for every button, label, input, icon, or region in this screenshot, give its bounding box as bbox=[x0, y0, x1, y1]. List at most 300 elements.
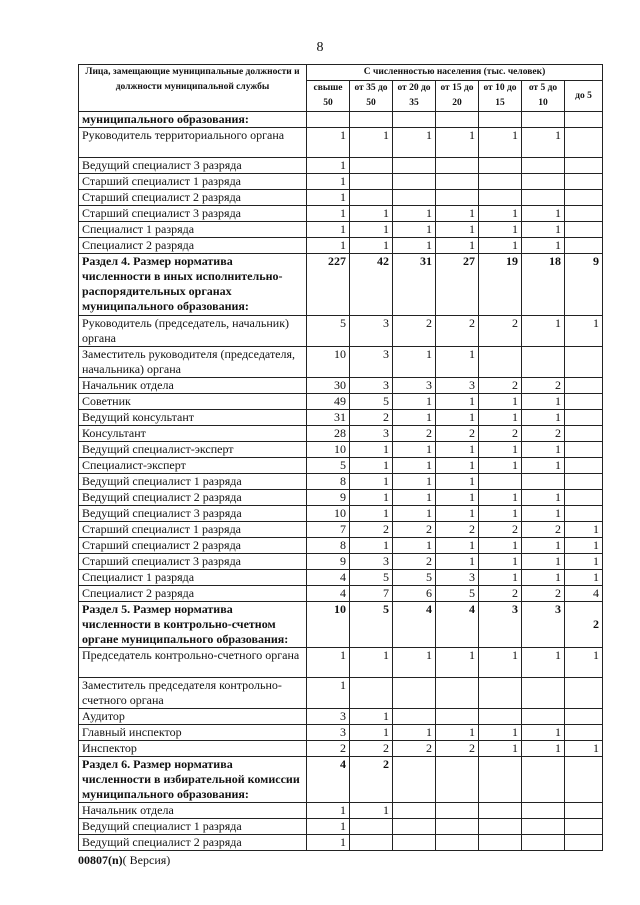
count-cell bbox=[307, 112, 350, 128]
table-row bbox=[79, 378, 603, 394]
table-row bbox=[79, 222, 603, 238]
count-cell bbox=[350, 190, 393, 206]
count-cell bbox=[479, 190, 522, 206]
count-cell bbox=[522, 757, 565, 803]
count-cell: 1 bbox=[565, 554, 603, 570]
table-row bbox=[79, 586, 603, 602]
count-cell: 42 bbox=[350, 254, 393, 316]
count-cell bbox=[479, 835, 522, 851]
count-cell: 1 bbox=[479, 442, 522, 458]
count-cell: 1 bbox=[436, 394, 479, 410]
count-cell: 4 bbox=[436, 602, 479, 648]
count-cell bbox=[436, 158, 479, 174]
count-cell bbox=[350, 158, 393, 174]
count-cell: 1 bbox=[436, 648, 479, 678]
count-cell: 3 bbox=[350, 426, 393, 442]
page-number: 8 bbox=[316, 40, 324, 55]
table-row bbox=[79, 442, 603, 458]
position-name: муниципального образования: bbox=[79, 112, 307, 128]
count-cell bbox=[565, 835, 603, 851]
position-name: Ведущий специалист 1 разряда bbox=[79, 474, 307, 490]
count-cell bbox=[479, 112, 522, 128]
table-row bbox=[79, 347, 603, 378]
count-cell bbox=[436, 112, 479, 128]
count-cell: 2 bbox=[436, 316, 479, 347]
position-name: Специалист-эксперт bbox=[79, 458, 307, 474]
count-cell: 1 bbox=[479, 458, 522, 474]
count-cell bbox=[522, 678, 565, 709]
count-cell: 1 bbox=[436, 347, 479, 378]
section-row bbox=[79, 112, 603, 128]
position-name: Инспектор bbox=[79, 741, 307, 757]
count-cell: 1 bbox=[565, 522, 603, 538]
count-cell: 10 bbox=[307, 442, 350, 458]
count-cell bbox=[565, 190, 603, 206]
count-cell bbox=[436, 819, 479, 835]
count-cell bbox=[565, 238, 603, 254]
count-cell: 1 bbox=[393, 474, 436, 490]
position-name: Советник bbox=[79, 394, 307, 410]
count-cell: 1 bbox=[479, 394, 522, 410]
table-row bbox=[79, 410, 603, 426]
count-cell: 1 bbox=[479, 648, 522, 678]
count-cell: 1 bbox=[522, 570, 565, 586]
count-cell: 4 bbox=[393, 602, 436, 648]
count-cell: 4 bbox=[565, 586, 603, 602]
count-cell: 1 bbox=[479, 506, 522, 522]
count-cell: 1 bbox=[307, 128, 350, 158]
count-cell bbox=[565, 819, 603, 835]
count-cell: 2 bbox=[393, 522, 436, 538]
count-cell: 1 bbox=[565, 741, 603, 757]
count-cell bbox=[565, 128, 603, 158]
table-row bbox=[79, 316, 603, 347]
count-cell: 49 bbox=[307, 394, 350, 410]
count-cell: 1 bbox=[436, 725, 479, 741]
count-cell: 8 bbox=[307, 474, 350, 490]
count-cell: 1 bbox=[436, 222, 479, 238]
count-cell bbox=[350, 819, 393, 835]
table-body bbox=[79, 112, 603, 851]
count-cell: 5 bbox=[436, 586, 479, 602]
column-header: от 20 до 35 bbox=[393, 81, 436, 112]
document-version: ( Версия) bbox=[122, 853, 171, 867]
count-cell: 8 bbox=[307, 538, 350, 554]
count-cell bbox=[479, 474, 522, 490]
position-name: Раздел 5. Размер норматива численности в контрольно-счетном органе муниципального образования: bbox=[79, 602, 307, 648]
count-cell: 2 bbox=[436, 741, 479, 757]
position-name: Ведущий специалист 2 разряда bbox=[79, 835, 307, 851]
count-cell: 30 bbox=[307, 378, 350, 394]
count-cell: 1 bbox=[393, 490, 436, 506]
count-cell: 1 bbox=[522, 458, 565, 474]
count-cell: 5 bbox=[307, 458, 350, 474]
position-name: Руководитель территориального органа bbox=[79, 128, 307, 158]
table-row bbox=[79, 570, 603, 586]
count-cell bbox=[350, 112, 393, 128]
count-cell: 1 bbox=[436, 554, 479, 570]
count-cell: 3 bbox=[307, 709, 350, 725]
position-name: Ведущий специалист-эксперт bbox=[79, 442, 307, 458]
table-row bbox=[79, 190, 603, 206]
count-cell: 1 bbox=[350, 803, 393, 819]
position-name: Заместитель председателя контрольно-счетного органа bbox=[79, 678, 307, 709]
count-cell bbox=[393, 835, 436, 851]
count-cell: 2 bbox=[393, 741, 436, 757]
count-cell: 1 bbox=[436, 490, 479, 506]
count-cell bbox=[393, 158, 436, 174]
count-cell: 3 bbox=[350, 378, 393, 394]
count-cell bbox=[522, 835, 565, 851]
position-name: Начальник отдела bbox=[79, 803, 307, 819]
count-cell: 1 bbox=[479, 206, 522, 222]
count-cell: 1 bbox=[436, 206, 479, 222]
count-cell bbox=[565, 442, 603, 458]
count-cell: 1 bbox=[393, 394, 436, 410]
count-cell bbox=[565, 678, 603, 709]
table-row bbox=[79, 725, 603, 741]
count-cell: 31 bbox=[307, 410, 350, 426]
count-cell: 1 bbox=[393, 128, 436, 158]
count-cell bbox=[522, 112, 565, 128]
count-cell: 6 bbox=[393, 586, 436, 602]
count-cell bbox=[436, 190, 479, 206]
count-cell bbox=[436, 835, 479, 851]
count-cell: 1 bbox=[350, 538, 393, 554]
table-row bbox=[79, 490, 603, 506]
count-cell: 1 bbox=[565, 538, 603, 554]
position-name: Старший специалист 1 разряда bbox=[79, 522, 307, 538]
count-cell: 1 bbox=[522, 725, 565, 741]
count-cell: 1 bbox=[350, 442, 393, 458]
count-cell: 1 bbox=[307, 819, 350, 835]
count-cell: 1 bbox=[393, 506, 436, 522]
count-cell: 1 bbox=[522, 128, 565, 158]
count-cell: 1 bbox=[307, 803, 350, 819]
table-row bbox=[79, 506, 603, 522]
position-name: Старший специалист 3 разряда bbox=[79, 554, 307, 570]
count-cell: 10 bbox=[307, 347, 350, 378]
count-cell: 1 bbox=[522, 316, 565, 347]
position-name: Старший специалист 2 разряда bbox=[79, 190, 307, 206]
count-cell: 1 bbox=[436, 238, 479, 254]
count-cell: 2 bbox=[436, 522, 479, 538]
count-cell: 1 bbox=[479, 222, 522, 238]
count-cell bbox=[479, 678, 522, 709]
table-row bbox=[79, 678, 603, 709]
count-cell bbox=[479, 347, 522, 378]
count-cell: 10 bbox=[307, 506, 350, 522]
count-cell: 1 bbox=[350, 128, 393, 158]
position-name: Ведущий специалист 1 разряда bbox=[79, 819, 307, 835]
table-row bbox=[79, 538, 603, 554]
position-name: Начальник отдела bbox=[79, 378, 307, 394]
column-header: свыше 50 bbox=[307, 81, 350, 112]
count-cell: 1 bbox=[436, 458, 479, 474]
column-header: от 35 до 50 bbox=[350, 81, 393, 112]
count-cell: 5 bbox=[307, 316, 350, 347]
count-cell: 5 bbox=[350, 570, 393, 586]
count-cell bbox=[522, 803, 565, 819]
count-cell: 1 bbox=[350, 648, 393, 678]
count-cell bbox=[565, 410, 603, 426]
count-cell bbox=[393, 190, 436, 206]
count-cell: 1 bbox=[565, 316, 603, 347]
count-cell bbox=[522, 174, 565, 190]
count-cell: 3 bbox=[350, 347, 393, 378]
count-cell: 2 bbox=[393, 316, 436, 347]
count-cell: 1 bbox=[307, 648, 350, 678]
position-name: Раздел 4. Размер норматива численности в иных исполнительно-распорядительных органах муниципального образования: bbox=[79, 254, 307, 316]
count-cell: 5 bbox=[350, 602, 393, 648]
count-cell: 1 bbox=[479, 128, 522, 158]
section-row bbox=[79, 757, 603, 803]
count-cell: 1 bbox=[393, 648, 436, 678]
count-cell: 1 bbox=[565, 648, 603, 678]
section-row bbox=[79, 254, 603, 316]
count-cell: 1 bbox=[350, 490, 393, 506]
count-cell bbox=[393, 757, 436, 803]
count-cell bbox=[522, 474, 565, 490]
count-cell bbox=[350, 678, 393, 709]
count-cell: 1 bbox=[479, 490, 522, 506]
position-name: Руководитель (председатель, начальник) органа bbox=[79, 316, 307, 347]
count-cell bbox=[565, 725, 603, 741]
position-name: Ведущий специалист 3 разряда bbox=[79, 506, 307, 522]
count-cell: 18 bbox=[522, 254, 565, 316]
count-cell: 1 bbox=[307, 222, 350, 238]
count-cell bbox=[565, 426, 603, 442]
count-cell: 2 bbox=[479, 586, 522, 602]
table-row bbox=[79, 709, 603, 725]
position-name: Специалист 1 разряда bbox=[79, 570, 307, 586]
count-cell bbox=[522, 158, 565, 174]
count-cell bbox=[565, 490, 603, 506]
position-name: Старший специалист 3 разряда bbox=[79, 206, 307, 222]
count-cell: 1 bbox=[350, 222, 393, 238]
count-cell: 3 bbox=[479, 602, 522, 648]
count-cell: 2 bbox=[436, 426, 479, 442]
section-row bbox=[79, 602, 603, 648]
count-cell: 28 bbox=[307, 426, 350, 442]
count-cell bbox=[436, 803, 479, 819]
position-name: Старший специалист 2 разряда bbox=[79, 538, 307, 554]
count-cell bbox=[565, 347, 603, 378]
count-cell: 2 bbox=[479, 316, 522, 347]
count-cell: 1 bbox=[565, 570, 603, 586]
table-row bbox=[79, 174, 603, 190]
position-name: Председатель контрольно-счетного органа bbox=[79, 648, 307, 678]
count-cell bbox=[436, 174, 479, 190]
table-row bbox=[79, 819, 603, 835]
column-header: от 15 до 20 bbox=[436, 81, 479, 112]
count-cell: 2 bbox=[350, 410, 393, 426]
count-cell: 1 bbox=[479, 741, 522, 757]
document-footer bbox=[78, 853, 170, 868]
count-cell: 1 bbox=[479, 570, 522, 586]
count-cell bbox=[565, 757, 603, 803]
count-cell: 1 bbox=[393, 458, 436, 474]
count-cell: 2 bbox=[522, 522, 565, 538]
count-cell bbox=[565, 206, 603, 222]
count-cell: 1 bbox=[393, 222, 436, 238]
count-cell: 1 bbox=[393, 238, 436, 254]
count-cell: 2 bbox=[479, 426, 522, 442]
count-cell: 2 bbox=[350, 522, 393, 538]
count-cell: 1 bbox=[307, 678, 350, 709]
count-cell: 7 bbox=[307, 522, 350, 538]
count-cell: 1 bbox=[393, 538, 436, 554]
column-header: от 5 до 10 bbox=[522, 81, 565, 112]
count-cell: 31 bbox=[393, 254, 436, 316]
count-cell: 9 bbox=[307, 490, 350, 506]
count-cell: 1 bbox=[522, 222, 565, 238]
table-row bbox=[79, 803, 603, 819]
count-cell bbox=[565, 803, 603, 819]
count-cell: 1 bbox=[522, 506, 565, 522]
count-cell bbox=[565, 506, 603, 522]
count-cell bbox=[393, 819, 436, 835]
count-cell: 5 bbox=[350, 394, 393, 410]
table-row bbox=[79, 394, 603, 410]
count-cell: 1 bbox=[350, 474, 393, 490]
count-cell bbox=[393, 678, 436, 709]
table-row bbox=[79, 426, 603, 442]
count-cell: 1 bbox=[479, 554, 522, 570]
column-header: до 5 bbox=[565, 81, 603, 112]
count-cell: 1 bbox=[479, 238, 522, 254]
count-cell bbox=[565, 458, 603, 474]
count-cell bbox=[522, 190, 565, 206]
count-cell: 2 bbox=[307, 741, 350, 757]
table-row bbox=[79, 458, 603, 474]
count-cell bbox=[565, 174, 603, 190]
count-cell: 1 bbox=[522, 490, 565, 506]
count-cell bbox=[565, 112, 603, 128]
count-cell bbox=[479, 709, 522, 725]
count-cell bbox=[522, 709, 565, 725]
count-cell bbox=[479, 819, 522, 835]
count-cell: 1 bbox=[393, 725, 436, 741]
table-row bbox=[79, 238, 603, 254]
position-name: Ведущий специалист 3 разряда bbox=[79, 158, 307, 174]
count-cell bbox=[565, 378, 603, 394]
position-name: Ведущий специалист 2 разряда bbox=[79, 490, 307, 506]
count-cell: 1 bbox=[522, 648, 565, 678]
table-row bbox=[79, 474, 603, 490]
count-cell: 3 bbox=[350, 316, 393, 347]
count-cell: 2 bbox=[350, 741, 393, 757]
count-cell: 3 bbox=[436, 378, 479, 394]
count-cell bbox=[479, 803, 522, 819]
position-name: Специалист 2 разряда bbox=[79, 586, 307, 602]
count-cell: 1 bbox=[522, 538, 565, 554]
count-cell: 3 bbox=[307, 725, 350, 741]
count-cell bbox=[350, 174, 393, 190]
count-cell bbox=[436, 757, 479, 803]
count-cell: 19 bbox=[479, 254, 522, 316]
column-header: от 10 до 15 bbox=[479, 81, 522, 112]
count-cell bbox=[479, 158, 522, 174]
count-cell bbox=[436, 678, 479, 709]
count-cell: 1 bbox=[436, 410, 479, 426]
count-cell: 1 bbox=[479, 538, 522, 554]
position-name: Специалист 1 разряда bbox=[79, 222, 307, 238]
count-cell bbox=[565, 222, 603, 238]
count-cell: 1 bbox=[522, 741, 565, 757]
count-cell: 1 bbox=[436, 474, 479, 490]
document-code: 00807(n) bbox=[78, 853, 123, 867]
staffing-norms-table bbox=[78, 64, 603, 851]
count-cell: 1 bbox=[307, 238, 350, 254]
count-cell: 1 bbox=[307, 206, 350, 222]
count-cell bbox=[522, 347, 565, 378]
position-column-header: Лица, замещающие муниципальные должности и должности муниципальной службы bbox=[79, 65, 307, 112]
position-name: Консультант bbox=[79, 426, 307, 442]
position-name: Раздел 6. Размер норматива численности в избирательной комиссии муниципального образования: bbox=[79, 757, 307, 803]
count-cell: 2 bbox=[522, 426, 565, 442]
population-group-header: С численностью населения (тыс. человек) bbox=[307, 65, 603, 81]
position-name: Аудитор bbox=[79, 709, 307, 725]
count-cell bbox=[522, 819, 565, 835]
count-cell: 2 bbox=[565, 602, 603, 648]
count-cell: 1 bbox=[436, 506, 479, 522]
count-cell bbox=[565, 474, 603, 490]
table-row bbox=[79, 741, 603, 757]
count-cell: 1 bbox=[522, 206, 565, 222]
position-name: Заместитель руководителя (председателя, начальника) органа bbox=[79, 347, 307, 378]
count-cell: 7 bbox=[350, 586, 393, 602]
count-cell: 1 bbox=[522, 442, 565, 458]
count-cell bbox=[565, 709, 603, 725]
count-cell: 5 bbox=[393, 570, 436, 586]
count-cell: 3 bbox=[393, 378, 436, 394]
count-cell: 1 bbox=[522, 394, 565, 410]
count-cell: 1 bbox=[350, 458, 393, 474]
count-cell: 2 bbox=[393, 554, 436, 570]
position-name: Старший специалист 1 разряда bbox=[79, 174, 307, 190]
position-name: Главный инспектор bbox=[79, 725, 307, 741]
count-cell bbox=[479, 174, 522, 190]
count-cell: 10 bbox=[307, 602, 350, 648]
table-row bbox=[79, 648, 603, 678]
count-cell: 1 bbox=[350, 506, 393, 522]
count-cell: 1 bbox=[522, 554, 565, 570]
count-cell bbox=[565, 158, 603, 174]
count-cell: 1 bbox=[393, 442, 436, 458]
count-cell: 227 bbox=[307, 254, 350, 316]
count-cell bbox=[393, 709, 436, 725]
count-cell: 2 bbox=[479, 378, 522, 394]
count-cell bbox=[479, 757, 522, 803]
count-cell bbox=[393, 112, 436, 128]
count-cell: 1 bbox=[436, 442, 479, 458]
count-cell: 27 bbox=[436, 254, 479, 316]
count-cell: 3 bbox=[350, 554, 393, 570]
count-cell: 1 bbox=[350, 725, 393, 741]
table-row bbox=[79, 206, 603, 222]
count-cell: 2 bbox=[522, 586, 565, 602]
count-cell: 1 bbox=[436, 128, 479, 158]
count-cell: 1 bbox=[522, 410, 565, 426]
count-cell: 1 bbox=[393, 410, 436, 426]
count-cell: 1 bbox=[307, 190, 350, 206]
position-name: Ведущий консультант bbox=[79, 410, 307, 426]
count-cell bbox=[393, 803, 436, 819]
count-cell: 4 bbox=[307, 570, 350, 586]
count-cell: 2 bbox=[479, 522, 522, 538]
count-cell: 1 bbox=[436, 538, 479, 554]
